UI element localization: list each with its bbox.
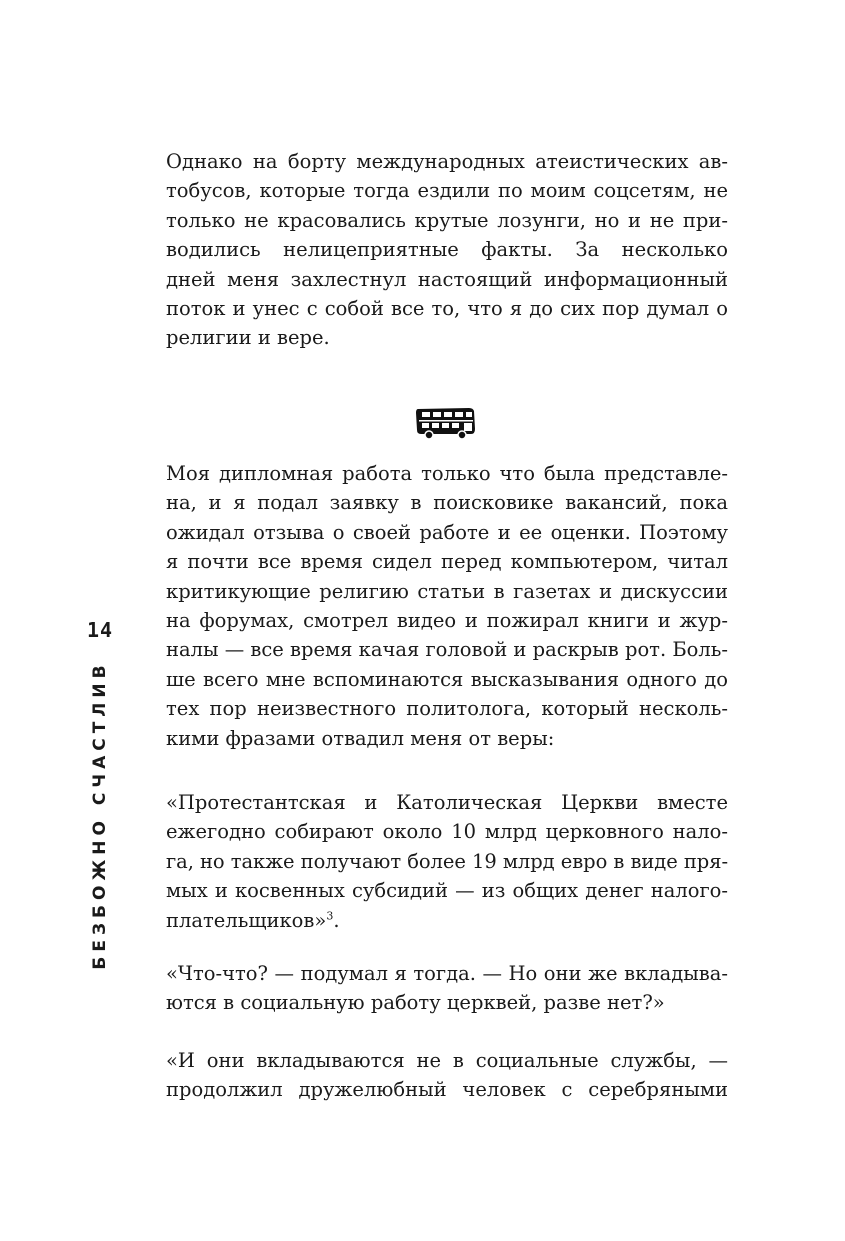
text-line: Моя дипломная работа только что была представле- — [166, 462, 728, 485]
text-line: водились нелицеприятные факты. За несколько — [166, 238, 728, 262]
text-line: «Протестантская и Католическая Церкви вместе — [166, 791, 728, 814]
section-divider — [413, 405, 477, 441]
text-line — [166, 906, 728, 935]
text-line: тобусов, которые тогда ездили по моим соцсетям, не — [166, 179, 728, 203]
text-line: ежегодно собирают около 10 млрд церковного нало- — [166, 820, 728, 844]
text-line: критикующие религию статьи в газетах и дискуссии — [166, 579, 728, 603]
text-line: на, и я подал заявку в поисковике вакансий, пока — [166, 491, 728, 515]
text-line: продолжил дружелюбный человек с серебряными — [166, 1078, 728, 1102]
text-line: ше всего мне вспоминаются высказывания одного до — [166, 667, 728, 691]
text-line: налы — все время качая головой и раскрыв рот. Боль- — [166, 638, 728, 662]
running-title: БЕЗБОЖНО СЧАСТЛИВ — [90, 660, 110, 970]
text-line: мых и косвенных субсидий — из общих денег налого- — [166, 879, 728, 903]
text-line: ожидал отзыва о своей работе и ее оценки. Поэтому — [166, 520, 728, 544]
text-line: тех пор неизвестного политолога, который несколь- — [166, 697, 728, 721]
text-line: я почти все время сидел перед компьютером, читал — [166, 550, 728, 574]
text-line-content: плательщиков» — [166, 908, 327, 932]
text-line: поток и унес с собой все то, что я до сих пор думал о — [166, 297, 728, 321]
text-line: кими фразами отвадил меня от веры: — [166, 726, 555, 750]
text-line: только не красовались крутые лозунги, но и не при- — [166, 208, 728, 232]
paragraph-3-quote — [166, 788, 728, 935]
text-line: «Что-что? — подумал я тогда. — Но они же вкладыва- — [166, 962, 728, 985]
bus-icon — [413, 405, 477, 441]
text-line: Однако на борту международных атеистических ав- — [166, 150, 728, 173]
text-line: ются в социальную работу церквей, разве нет?» — [166, 991, 665, 1015]
paragraph-5 — [166, 1046, 728, 1105]
paragraph-1 — [166, 147, 728, 353]
text-line: дней меня захлестнул настоящий информационный — [166, 267, 728, 291]
text-line: на форумах, смотрел видео и пожирал книги и жур- — [166, 609, 728, 633]
text-line: га, но также получают более 19 млрд евро в виде пря- — [166, 849, 728, 873]
paragraph-4 — [166, 959, 728, 1018]
text-line: религии и вере. — [166, 326, 330, 350]
paragraph-2 — [166, 459, 728, 753]
page-number: 14 — [86, 618, 114, 642]
text-line: «И они вкладываются не в социальные службы, — — [166, 1049, 728, 1072]
sentence-end: . — [333, 908, 340, 932]
footnote-marker[interactable]: 3 — [326, 909, 334, 923]
